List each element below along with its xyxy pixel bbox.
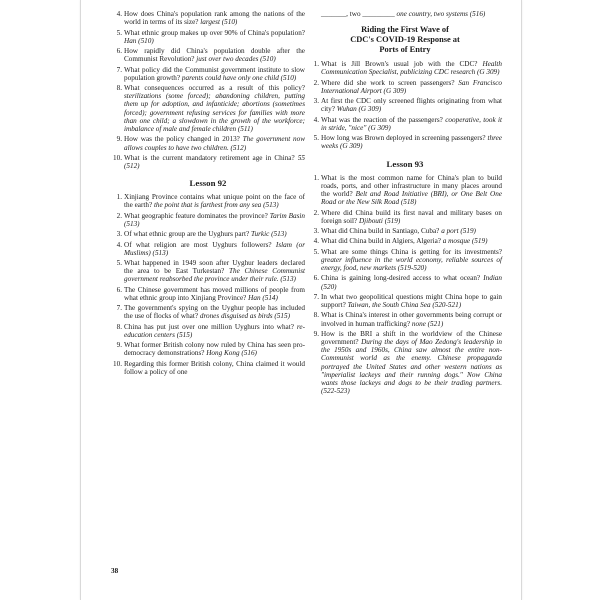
answer-text: Indian (520)	[321, 274, 502, 291]
question-number: 8.	[116, 322, 122, 331]
question-text: What policy did the Communist government institute to slow population growth?	[124, 65, 305, 82]
question-item	[111, 241, 305, 257]
question-number: 3.	[116, 230, 122, 239]
section-heading-line: CDC's COVID-19 Response at	[350, 35, 460, 45]
question-list-lesson-91	[111, 10, 305, 170]
answer-text: cooperative, took it in stride, "nice" (G 309)	[321, 115, 503, 132]
answer-text: Taiwan, the South China Sea (520-521)	[347, 301, 462, 310]
question-item	[308, 209, 502, 225]
question-number: 4.	[313, 237, 319, 246]
answer-text: Han (510)	[124, 36, 154, 45]
question-item	[111, 154, 305, 170]
question-text: Xinjiang Province contains what unique point on the face of the earth?	[124, 193, 305, 210]
question-item	[308, 97, 502, 113]
question-text: What is the current mandatory retirement age in China?	[124, 153, 295, 162]
question-number: 6.	[116, 285, 122, 294]
question-item	[308, 134, 502, 150]
question-item	[111, 341, 305, 357]
question-text: Regarding this former British colony, China claimed it would follow a policy of one	[124, 359, 305, 376]
question-item	[308, 79, 502, 95]
answer-text: Belt and Road Initiative (BRI), or One Belt One Road or the New Silk Road (518)	[321, 190, 502, 207]
question-item	[111, 259, 305, 284]
question-number: 10.	[113, 359, 122, 368]
question-number: 6.	[313, 274, 319, 283]
question-item	[111, 360, 305, 376]
question-item	[308, 174, 502, 207]
page-number: 38	[111, 567, 119, 575]
question-item	[111, 323, 305, 339]
question-number: 10.	[113, 153, 122, 162]
answer-text: Turkic (513)	[250, 230, 287, 239]
answer-text: just over two decades (510)	[196, 55, 276, 64]
question-text: What did China build in Algiers, Algeria?	[321, 237, 441, 246]
question-item	[111, 212, 305, 228]
question-text: What are some things China is getting for its investments?	[321, 247, 502, 256]
question-item	[111, 135, 305, 151]
lesson-92-heading: Lesson 92	[189, 178, 227, 189]
answer-text: largest (510)	[200, 18, 238, 27]
question-text: What geographic feature dominates the province?	[124, 211, 268, 220]
question-item	[111, 84, 305, 133]
question-text: How was the policy changed in 2013?	[124, 135, 240, 144]
question-item	[111, 230, 305, 238]
question-text: China is gaining long-desired access to what ocean?	[321, 274, 481, 283]
right-column	[308, 10, 502, 398]
answer-text: San Francisco International Airport (G 309)	[321, 78, 502, 95]
answer-text: a port (519)	[441, 227, 476, 236]
answer-text: sterilizations (some forced); abandoning children, putting them up for adoption, and infanticide; abortions (sometimes forced); government refusing services for families with more than one child; a slowdown in the growth of the workforce; imbalance of male and female children (511)	[124, 92, 305, 134]
answer-text: Wuhan (G 309)	[336, 105, 382, 114]
question-number: 8.	[116, 84, 122, 92]
answer-text: Tarim Basin (513)	[124, 211, 305, 228]
question-item	[111, 304, 305, 320]
answer-text: three weeks (G 309)	[321, 134, 502, 151]
question-item	[308, 227, 502, 235]
question-text: How is the BRI a shift in the worldview of the Chinese government?	[321, 329, 502, 347]
question-number: 5.	[116, 259, 122, 268]
question-text: China has put just over one million Uyghurs into what?	[124, 322, 294, 331]
question-number: 1.	[313, 60, 319, 69]
answer-text: Islam (or Muslims) (513)	[124, 240, 305, 257]
answer-text: During the days of Mao Zedong's leadership in the 1950s and 1960s, China saw almost the entire non-Communist world as the enemy. Chinese propaganda portrayed the United States and other western nations as "imperialist lackeys and their running dogs." Now China wants those lackeys and dogs to be their trading partners. (522-523)	[321, 338, 503, 396]
question-item	[308, 330, 502, 396]
continued-answer	[308, 10, 502, 18]
answer-text: a mosque (519)	[442, 237, 488, 246]
section-heading-line: Ports of Entry	[379, 45, 431, 55]
question-text: What happened in 1949 soon after Uyghur leaders declared the area to be East Turkestan?	[124, 259, 305, 276]
answer-text: none (521)	[411, 319, 444, 328]
question-number: 4.	[116, 240, 122, 249]
answer-text: parents could have only one child (510)	[181, 73, 297, 82]
question-text: Of what ethnic group are the Uyghurs part?	[124, 230, 250, 239]
section-heading-cdc	[308, 25, 502, 55]
question-number: 7.	[116, 65, 122, 74]
question-list-cdc	[308, 60, 502, 150]
worksheet-page	[80, 0, 522, 600]
answer-text: greater influence in the world economy, reliable sources of energy, food, new markets (519-520)	[321, 255, 502, 273]
question-number: 8.	[313, 311, 319, 320]
question-list-lesson-93	[308, 174, 502, 396]
answer-text: drones disguised as birds (515)	[199, 312, 290, 321]
question-list-lesson-92	[111, 193, 305, 376]
question-item	[111, 10, 305, 26]
question-text: What is the most common name for China's plan to build roads, ports, and other infrastructure in many places around the world?	[321, 173, 502, 199]
answer-text: 55 (512)	[124, 153, 305, 171]
question-text: The Chinese government has moved millions of people from what ethnic group into Xinjiang Province?	[124, 285, 305, 302]
question-item	[111, 193, 305, 209]
question-text: How long was Brown deployed in screening passengers?	[321, 134, 486, 143]
fill-in-blanks: _______, two _________	[321, 10, 395, 18]
question-number: 2.	[313, 208, 319, 217]
question-item	[111, 66, 305, 82]
question-number: 4.	[116, 10, 122, 18]
answer-text: The government now allows couples to have two children. (512)	[124, 135, 305, 152]
answer-text: the point that is farthest from any sea (513)	[153, 201, 279, 210]
question-text: What is Jill Brown's usual job with the CDC?	[321, 60, 478, 69]
question-number: 2.	[313, 78, 319, 87]
question-number: 1.	[313, 173, 319, 182]
answer-text: re-education centers (515)	[124, 322, 305, 339]
question-item	[111, 286, 305, 302]
question-item	[111, 47, 305, 63]
question-number: 4.	[313, 115, 319, 124]
question-item	[308, 274, 502, 290]
question-number: 9.	[313, 329, 319, 338]
question-item	[111, 29, 305, 45]
left-column	[111, 10, 305, 378]
question-text: In what two geopolitical questions might China hope to gain support?	[321, 292, 502, 310]
question-item	[308, 237, 502, 245]
question-number: 3.	[313, 227, 319, 236]
question-text: How does China's population rank among the nations of the world in terms of its size?	[124, 10, 305, 27]
answer-text: The Chinese Communist government reabsorbed the province under their rule. (513)	[124, 267, 306, 284]
answer-text: Hong Kong (516)	[206, 349, 257, 358]
question-item	[308, 293, 502, 309]
question-item	[308, 248, 502, 273]
answer-text: Health Communication Specialist, publicizing CDC research (G 309)	[321, 60, 502, 77]
question-number: 6.	[116, 47, 122, 55]
answer-text: Han (514)	[248, 293, 278, 302]
question-text: Where did China build its first naval and military bases on foreign soil?	[321, 208, 502, 225]
lesson-93-heading: Lesson 93	[386, 158, 424, 169]
question-number: 5.	[313, 247, 319, 256]
question-item	[308, 60, 502, 76]
question-text: What is China's interest in other governments being corrupt or involved in human trafficking?	[321, 311, 502, 328]
question-text: What ethnic group makes up over 90% of China's population?	[124, 28, 305, 37]
question-text: What was the reaction of the passengers?	[321, 115, 443, 124]
question-number: 2.	[116, 211, 122, 220]
question-number: 7.	[313, 292, 319, 301]
continued-answer-text: one country, two systems (516)	[396, 10, 486, 18]
question-text: The government's spying on the Uyghur people has included the use of flocks of what?	[124, 304, 305, 321]
question-number: 1.	[116, 193, 122, 202]
question-item	[308, 311, 502, 327]
section-heading-line: Riding the First Wave of	[361, 25, 449, 35]
question-number: 3.	[313, 97, 319, 106]
question-text: What did China build in Santiago, Cuba?	[321, 227, 440, 236]
question-text: Of what religion are most Uyghurs followers?	[124, 240, 272, 249]
question-number: 9.	[116, 341, 122, 350]
question-number: 7.	[116, 304, 122, 313]
question-text: Where did she work to screen passengers?	[321, 78, 455, 87]
question-number: 5.	[116, 28, 122, 37]
question-text: How rapidly did China's population double after the Communist Revolution?	[124, 47, 305, 64]
question-text: What former British colony now ruled by China has seen pro-democracy demonstrations?	[124, 341, 305, 358]
question-number: 5.	[313, 134, 319, 143]
question-item	[308, 116, 502, 132]
question-text: What consequences occurred as a result of this policy?	[124, 84, 305, 92]
answer-text: Djibouti (519)	[358, 216, 401, 225]
question-number: 9.	[116, 135, 122, 144]
question-text: At first the CDC only screened flights originating from what city?	[321, 97, 502, 114]
